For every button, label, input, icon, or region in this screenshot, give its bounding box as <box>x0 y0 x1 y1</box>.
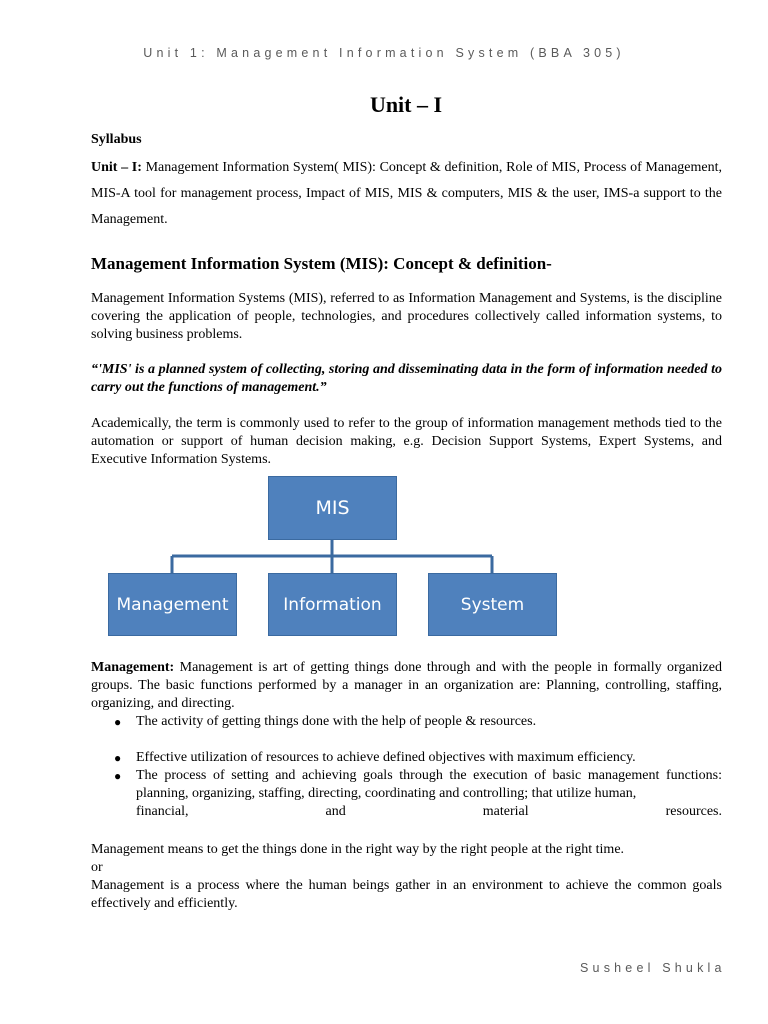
closing-paragraph <box>91 841 722 913</box>
diagram-node-mis: MIS <box>268 476 397 540</box>
list-item: ● The activity of getting things done with the help of people & resources. <box>114 714 537 729</box>
page-footer: Susheel Shukla <box>580 961 726 975</box>
closing-line-1: Management means to get the things done in the right way by the right people at the right time. <box>91 842 625 857</box>
closing-or: or <box>91 860 103 875</box>
list-item: ● Effective utilization of resources to achieve defined objectives with maximum efficiency. <box>114 750 636 765</box>
syllabus-topics: Management Information System( MIS): Concept & definition, Role of MIS, Process of Management, MIS-A tool for management process, Impact of MIS, MIS & computers, MIS & the user, IMS-a support to the Management. <box>91 160 722 227</box>
syllabus-heading: Syllabus <box>91 132 142 147</box>
mis-quote: “'MIS' is a planned system of collecting, storing and disseminating data in the form of information needed to carry out the functions of management.” <box>91 362 722 395</box>
page-header: Unit 1: Management Information System (BBA 305) <box>143 46 625 60</box>
academic-paragraph: Academically, the term is commonly used to refer to the group of information management methods tied to the automation or support of human decision making, e.g. Decision Support Systems, Expert Systems, and Executive Information Systems. <box>91 416 722 467</box>
mis-definition-paragraph: Management Information Systems (MIS), referred to as Information Management and Systems, is the discipline covering the application of people, technologies, and procedures collectively called information systems, to solving business problems. <box>91 291 722 342</box>
management-label: Management: <box>91 660 175 675</box>
bullet-icon: ● <box>114 769 122 783</box>
mis-diagram <box>100 476 570 641</box>
bullet-icon: ● <box>114 715 122 729</box>
unit-title: Unit – I <box>369 92 443 117</box>
closing-line-3: Management is a process where the human beings gather in an environment to achieve the common goals effectively and efficiently. <box>91 878 722 911</box>
bullet-last-line: financial, and material resources. <box>136 804 722 819</box>
diagram-node-management: Management <box>108 573 237 636</box>
list-item: ● The process of setting and achieving goals through the execution of basic management functions: planning, organizing, staffing, directing, coordinating and controlling; that utilize human, financial, and material resources. <box>114 768 722 819</box>
diagram-node-information: Information <box>268 573 397 636</box>
management-paragraph <box>91 659 722 713</box>
diagram-node-system: System <box>428 573 557 636</box>
syllabus-unit-label: Unit – I: <box>91 160 142 175</box>
bullet-icon: ● <box>114 751 122 765</box>
section-heading: Management Information System (MIS): Concept & definition- <box>91 254 552 273</box>
management-bullet-list <box>91 713 722 821</box>
syllabus-text <box>91 155 722 233</box>
management-text: Management is art of getting things done through and with the people in formally organized groups. The basic functions performed by a manager in an organization are: Planning, controlling, staffing, organizing, and directing. <box>91 660 722 711</box>
